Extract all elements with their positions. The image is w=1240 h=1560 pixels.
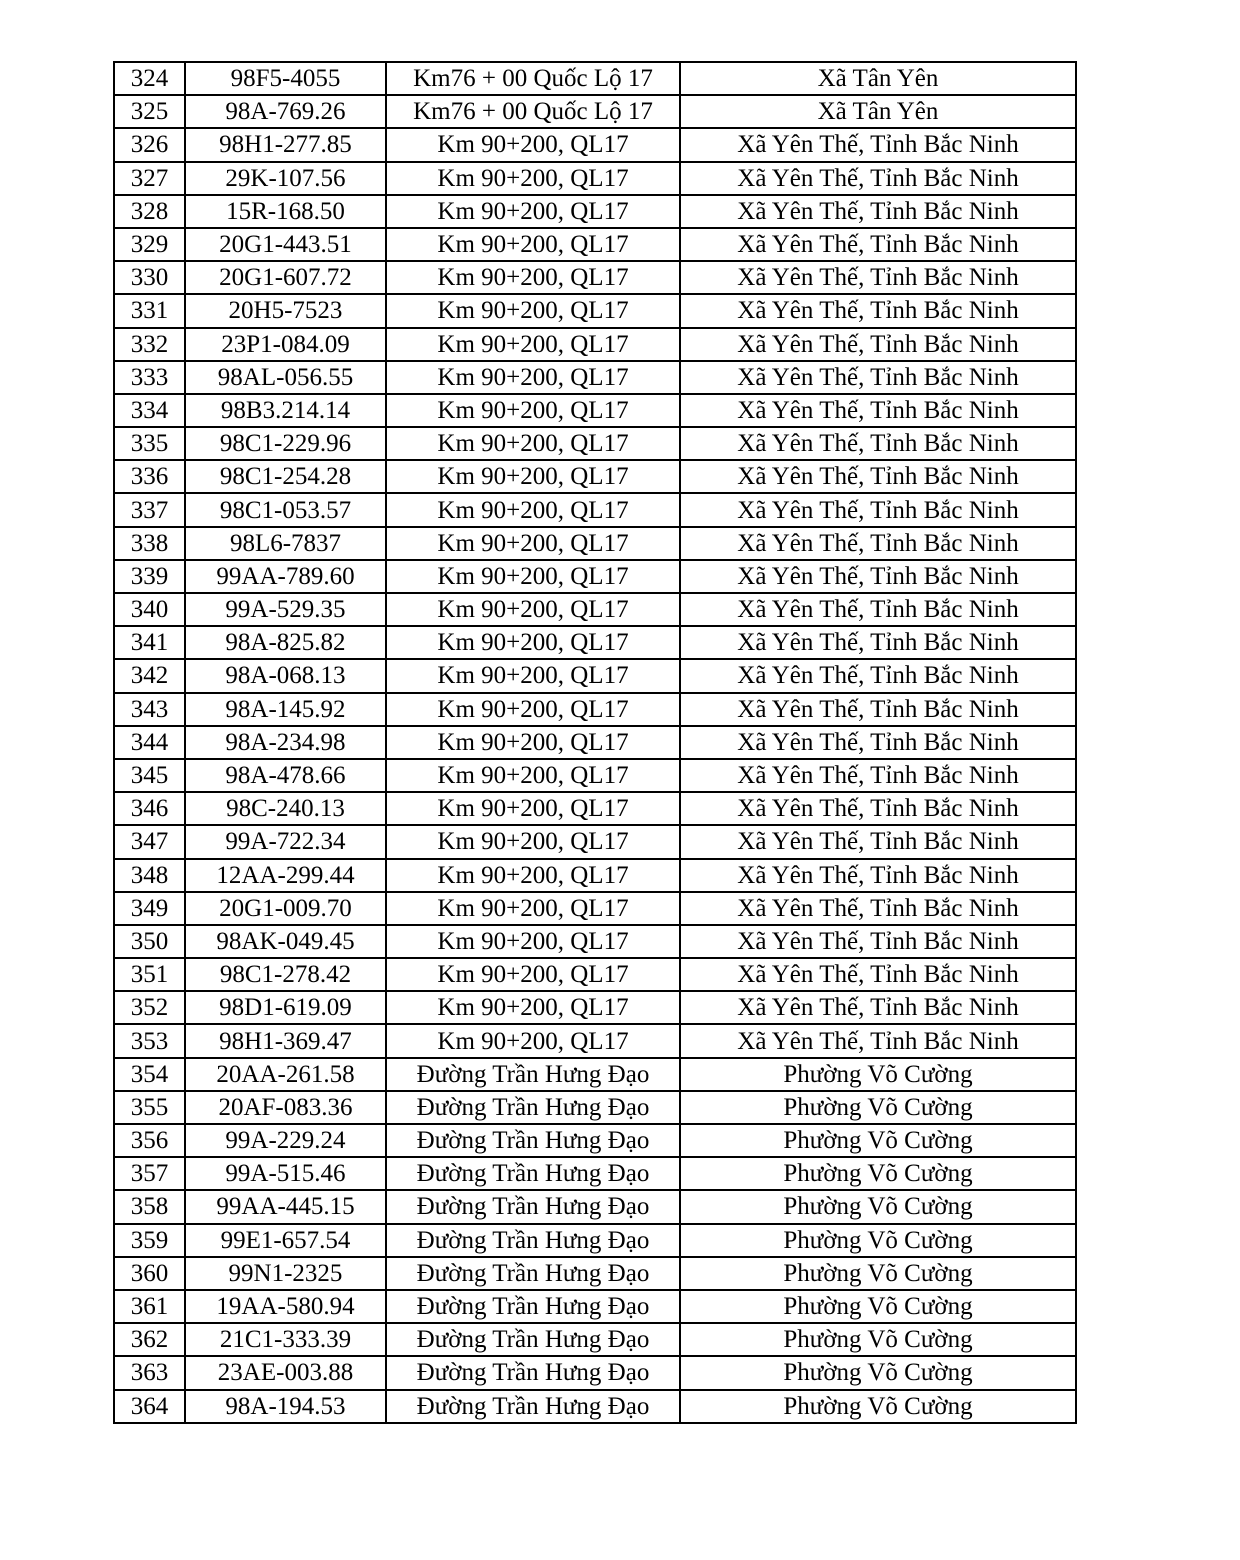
row-number-cell: 356 <box>114 1124 185 1157</box>
violation-location-cell: Km 90+200, QL17 <box>386 726 680 759</box>
license-plate-cell: 20AF-083.36 <box>185 1091 386 1124</box>
administrative-area-cell: Phường Võ Cường <box>680 1390 1076 1423</box>
row-number-cell: 335 <box>114 427 185 460</box>
row-number-cell: 333 <box>114 361 185 394</box>
administrative-area-cell: Xã Yên Thế, Tỉnh Bắc Ninh <box>680 128 1076 161</box>
row-number-cell: 344 <box>114 726 185 759</box>
row-number-cell: 336 <box>114 460 185 493</box>
violation-location-cell: Km 90+200, QL17 <box>386 261 680 294</box>
violation-location-cell: Km 90+200, QL17 <box>386 294 680 327</box>
violation-location-cell: Km 90+200, QL17 <box>386 328 680 361</box>
table-row <box>114 1091 1076 1124</box>
row-number-cell: 348 <box>114 859 185 892</box>
violation-location-cell: Km 90+200, QL17 <box>386 892 680 925</box>
violation-location-cell: Km 90+200, QL17 <box>386 693 680 726</box>
table-row <box>114 1356 1076 1389</box>
row-number-cell: 352 <box>114 991 185 1024</box>
row-number-cell: 346 <box>114 792 185 825</box>
violation-location-cell: Km 90+200, QL17 <box>386 1024 680 1057</box>
records-table-body <box>114 62 1076 1423</box>
records-table <box>113 61 1077 1424</box>
license-plate-cell: 20H5-7523 <box>185 294 386 327</box>
administrative-area-cell: Xã Yên Thế, Tỉnh Bắc Ninh <box>680 991 1076 1024</box>
row-number-cell: 329 <box>114 228 185 261</box>
violation-location-cell: Đường Trần Hưng Đạo <box>386 1124 680 1157</box>
license-plate-cell: 20G1-009.70 <box>185 892 386 925</box>
violation-location-cell: Km 90+200, QL17 <box>386 427 680 460</box>
table-row <box>114 527 1076 560</box>
license-plate-cell: 99A-515.46 <box>185 1157 386 1190</box>
table-row <box>114 925 1076 958</box>
row-number-cell: 341 <box>114 626 185 659</box>
violation-location-cell: Km76 + 00 Quốc Lộ 17 <box>386 95 680 128</box>
administrative-area-cell: Xã Yên Thế, Tỉnh Bắc Ninh <box>680 792 1076 825</box>
license-plate-cell: 23AE-003.88 <box>185 1356 386 1389</box>
row-number-cell: 340 <box>114 593 185 626</box>
violation-location-cell: Km 90+200, QL17 <box>386 958 680 991</box>
violation-location-cell: Km 90+200, QL17 <box>386 825 680 858</box>
violation-location-cell: Km 90+200, QL17 <box>386 162 680 195</box>
administrative-area-cell: Xã Tân Yên <box>680 95 1076 128</box>
table-row <box>114 62 1076 95</box>
license-plate-cell: 98A-234.98 <box>185 726 386 759</box>
administrative-area-cell: Xã Yên Thế, Tỉnh Bắc Ninh <box>680 659 1076 692</box>
table-row <box>114 95 1076 128</box>
administrative-area-cell: Xã Yên Thế, Tỉnh Bắc Ninh <box>680 527 1076 560</box>
table-row <box>114 792 1076 825</box>
administrative-area-cell: Xã Yên Thế, Tỉnh Bắc Ninh <box>680 328 1076 361</box>
license-plate-cell: 29K-107.56 <box>185 162 386 195</box>
row-number-cell: 327 <box>114 162 185 195</box>
table-row <box>114 1190 1076 1223</box>
table-row <box>114 659 1076 692</box>
license-plate-cell: 98L6-7837 <box>185 527 386 560</box>
administrative-area-cell: Xã Yên Thế, Tỉnh Bắc Ninh <box>680 1024 1076 1057</box>
license-plate-cell: 98C1-053.57 <box>185 493 386 526</box>
administrative-area-cell: Xã Yên Thế, Tỉnh Bắc Ninh <box>680 261 1076 294</box>
violation-location-cell: Km 90+200, QL17 <box>386 361 680 394</box>
administrative-area-cell: Phường Võ Cường <box>680 1356 1076 1389</box>
license-plate-cell: 20G1-607.72 <box>185 261 386 294</box>
table-row <box>114 195 1076 228</box>
license-plate-cell: 20AA-261.58 <box>185 1058 386 1091</box>
violation-location-cell: Km 90+200, QL17 <box>386 228 680 261</box>
row-number-cell: 353 <box>114 1024 185 1057</box>
license-plate-cell: 98A-825.82 <box>185 626 386 659</box>
violation-location-cell: Km 90+200, QL17 <box>386 759 680 792</box>
violation-location-cell: Km 90+200, QL17 <box>386 626 680 659</box>
table-row <box>114 626 1076 659</box>
violation-location-cell: Km 90+200, QL17 <box>386 560 680 593</box>
row-number-cell: 342 <box>114 659 185 692</box>
administrative-area-cell: Xã Yên Thế, Tỉnh Bắc Ninh <box>680 859 1076 892</box>
table-row <box>114 228 1076 261</box>
row-number-cell: 360 <box>114 1257 185 1290</box>
violation-location-cell: Đường Trần Hưng Đạo <box>386 1190 680 1223</box>
row-number-cell: 337 <box>114 493 185 526</box>
administrative-area-cell: Phường Võ Cường <box>680 1091 1076 1124</box>
administrative-area-cell: Xã Yên Thế, Tỉnh Bắc Ninh <box>680 493 1076 526</box>
violation-location-cell: Km 90+200, QL17 <box>386 527 680 560</box>
license-plate-cell: 98A-145.92 <box>185 693 386 726</box>
administrative-area-cell: Xã Yên Thế, Tỉnh Bắc Ninh <box>680 294 1076 327</box>
row-number-cell: 359 <box>114 1224 185 1257</box>
row-number-cell: 351 <box>114 958 185 991</box>
license-plate-cell: 98B3.214.14 <box>185 394 386 427</box>
table-row <box>114 1124 1076 1157</box>
license-plate-cell: 21C1-333.39 <box>185 1323 386 1356</box>
license-plate-cell: 98A-068.13 <box>185 659 386 692</box>
administrative-area-cell: Xã Yên Thế, Tỉnh Bắc Ninh <box>680 593 1076 626</box>
row-number-cell: 364 <box>114 1390 185 1423</box>
administrative-area-cell: Xã Yên Thế, Tỉnh Bắc Ninh <box>680 626 1076 659</box>
violation-location-cell: Đường Trần Hưng Đạo <box>386 1257 680 1290</box>
administrative-area-cell: Xã Yên Thế, Tỉnh Bắc Ninh <box>680 195 1076 228</box>
table-row <box>114 261 1076 294</box>
administrative-area-cell: Phường Võ Cường <box>680 1290 1076 1323</box>
table-row <box>114 759 1076 792</box>
administrative-area-cell: Phường Võ Cường <box>680 1323 1076 1356</box>
row-number-cell: 347 <box>114 825 185 858</box>
row-number-cell: 334 <box>114 394 185 427</box>
administrative-area-cell: Xã Yên Thế, Tỉnh Bắc Ninh <box>680 460 1076 493</box>
row-number-cell: 326 <box>114 128 185 161</box>
row-number-cell: 345 <box>114 759 185 792</box>
row-number-cell: 355 <box>114 1091 185 1124</box>
row-number-cell: 350 <box>114 925 185 958</box>
license-plate-cell: 12AA-299.44 <box>185 859 386 892</box>
administrative-area-cell: Phường Võ Cường <box>680 1190 1076 1223</box>
table-row <box>114 958 1076 991</box>
administrative-area-cell: Xã Tân Yên <box>680 62 1076 95</box>
license-plate-cell: 98AK-049.45 <box>185 925 386 958</box>
license-plate-cell: 99AA-789.60 <box>185 560 386 593</box>
license-plate-cell: 23P1-084.09 <box>185 328 386 361</box>
table-row <box>114 460 1076 493</box>
row-number-cell: 362 <box>114 1323 185 1356</box>
license-plate-cell: 99A-229.24 <box>185 1124 386 1157</box>
administrative-area-cell: Xã Yên Thế, Tỉnh Bắc Ninh <box>680 925 1076 958</box>
row-number-cell: 325 <box>114 95 185 128</box>
license-plate-cell: 98C1-254.28 <box>185 460 386 493</box>
violation-location-cell: Đường Trần Hưng Đạo <box>386 1091 680 1124</box>
row-number-cell: 331 <box>114 294 185 327</box>
license-plate-cell: 20G1-443.51 <box>185 228 386 261</box>
table-row <box>114 991 1076 1024</box>
license-plate-cell: 98A-194.53 <box>185 1390 386 1423</box>
row-number-cell: 343 <box>114 693 185 726</box>
administrative-area-cell: Phường Võ Cường <box>680 1257 1076 1290</box>
violation-location-cell: Đường Trần Hưng Đạo <box>386 1058 680 1091</box>
license-plate-cell: 98C-240.13 <box>185 792 386 825</box>
row-number-cell: 328 <box>114 195 185 228</box>
license-plate-cell: 98C1-278.42 <box>185 958 386 991</box>
administrative-area-cell: Xã Yên Thế, Tỉnh Bắc Ninh <box>680 228 1076 261</box>
violation-location-cell: Đường Trần Hưng Đạo <box>386 1390 680 1423</box>
violation-location-cell: Km 90+200, QL17 <box>386 792 680 825</box>
table-row <box>114 1290 1076 1323</box>
administrative-area-cell: Xã Yên Thế, Tỉnh Bắc Ninh <box>680 825 1076 858</box>
violation-location-cell: Đường Trần Hưng Đạo <box>386 1290 680 1323</box>
administrative-area-cell: Xã Yên Thế, Tỉnh Bắc Ninh <box>680 394 1076 427</box>
row-number-cell: 354 <box>114 1058 185 1091</box>
table-row <box>114 1257 1076 1290</box>
table-row <box>114 825 1076 858</box>
license-plate-cell: 15R-168.50 <box>185 195 386 228</box>
license-plate-cell: 99A-529.35 <box>185 593 386 626</box>
row-number-cell: 361 <box>114 1290 185 1323</box>
license-plate-cell: 99A-722.34 <box>185 825 386 858</box>
license-plate-cell: 98H1-277.85 <box>185 128 386 161</box>
violation-location-cell: Km 90+200, QL17 <box>386 593 680 626</box>
row-number-cell: 363 <box>114 1356 185 1389</box>
administrative-area-cell: Xã Yên Thế, Tỉnh Bắc Ninh <box>680 162 1076 195</box>
violation-location-cell: Km 90+200, QL17 <box>386 195 680 228</box>
violation-location-cell: Km 90+200, QL17 <box>386 859 680 892</box>
table-row <box>114 693 1076 726</box>
license-plate-cell: 98A-478.66 <box>185 759 386 792</box>
violation-location-cell: Km 90+200, QL17 <box>386 659 680 692</box>
row-number-cell: 358 <box>114 1190 185 1223</box>
row-number-cell: 332 <box>114 328 185 361</box>
administrative-area-cell: Xã Yên Thế, Tỉnh Bắc Ninh <box>680 958 1076 991</box>
license-plate-cell: 98D1-619.09 <box>185 991 386 1024</box>
table-row <box>114 328 1076 361</box>
violation-location-cell: Đường Trần Hưng Đạo <box>386 1157 680 1190</box>
administrative-area-cell: Phường Võ Cường <box>680 1058 1076 1091</box>
row-number-cell: 357 <box>114 1157 185 1190</box>
violation-location-cell: Km 90+200, QL17 <box>386 460 680 493</box>
table-row <box>114 892 1076 925</box>
table-row <box>114 361 1076 394</box>
table-row <box>114 1390 1076 1423</box>
table-row <box>114 394 1076 427</box>
administrative-area-cell: Xã Yên Thế, Tỉnh Bắc Ninh <box>680 726 1076 759</box>
administrative-area-cell: Phường Võ Cường <box>680 1157 1076 1190</box>
table-row <box>114 1323 1076 1356</box>
administrative-area-cell: Xã Yên Thế, Tỉnh Bắc Ninh <box>680 693 1076 726</box>
violation-location-cell: Km76 + 00 Quốc Lộ 17 <box>386 62 680 95</box>
row-number-cell: 339 <box>114 560 185 593</box>
violation-location-cell: Km 90+200, QL17 <box>386 128 680 161</box>
violation-location-cell: Đường Trần Hưng Đạo <box>386 1356 680 1389</box>
table-row <box>114 1157 1076 1190</box>
administrative-area-cell: Xã Yên Thế, Tỉnh Bắc Ninh <box>680 759 1076 792</box>
row-number-cell: 330 <box>114 261 185 294</box>
license-plate-cell: 98AL-056.55 <box>185 361 386 394</box>
table-row <box>114 726 1076 759</box>
administrative-area-cell: Xã Yên Thế, Tỉnh Bắc Ninh <box>680 361 1076 394</box>
table-row <box>114 1058 1076 1091</box>
license-plate-cell: 98F5-4055 <box>185 62 386 95</box>
violation-location-cell: Đường Trần Hưng Đạo <box>386 1323 680 1356</box>
row-number-cell: 338 <box>114 527 185 560</box>
administrative-area-cell: Phường Võ Cường <box>680 1124 1076 1157</box>
license-plate-cell: 99E1-657.54 <box>185 1224 386 1257</box>
table-row <box>114 1224 1076 1257</box>
administrative-area-cell: Xã Yên Thế, Tỉnh Bắc Ninh <box>680 560 1076 593</box>
violation-location-cell: Km 90+200, QL17 <box>386 394 680 427</box>
license-plate-cell: 19AA-580.94 <box>185 1290 386 1323</box>
violation-location-cell: Km 90+200, QL17 <box>386 493 680 526</box>
table-row <box>114 294 1076 327</box>
violation-location-cell: Đường Trần Hưng Đạo <box>386 1224 680 1257</box>
license-plate-cell: 98H1-369.47 <box>185 1024 386 1057</box>
license-plate-cell: 99N1-2325 <box>185 1257 386 1290</box>
violation-location-cell: Km 90+200, QL17 <box>386 991 680 1024</box>
table-row <box>114 560 1076 593</box>
administrative-area-cell: Xã Yên Thế, Tỉnh Bắc Ninh <box>680 892 1076 925</box>
table-row <box>114 859 1076 892</box>
administrative-area-cell: Xã Yên Thế, Tỉnh Bắc Ninh <box>680 427 1076 460</box>
license-plate-cell: 98C1-229.96 <box>185 427 386 460</box>
table-row <box>114 493 1076 526</box>
row-number-cell: 324 <box>114 62 185 95</box>
violation-location-cell: Km 90+200, QL17 <box>386 925 680 958</box>
table-row <box>114 593 1076 626</box>
table-row <box>114 1024 1076 1057</box>
license-plate-cell: 99AA-445.15 <box>185 1190 386 1223</box>
table-row <box>114 162 1076 195</box>
license-plate-cell: 98A-769.26 <box>185 95 386 128</box>
table-row <box>114 427 1076 460</box>
administrative-area-cell: Phường Võ Cường <box>680 1224 1076 1257</box>
table-row <box>114 128 1076 161</box>
row-number-cell: 349 <box>114 892 185 925</box>
